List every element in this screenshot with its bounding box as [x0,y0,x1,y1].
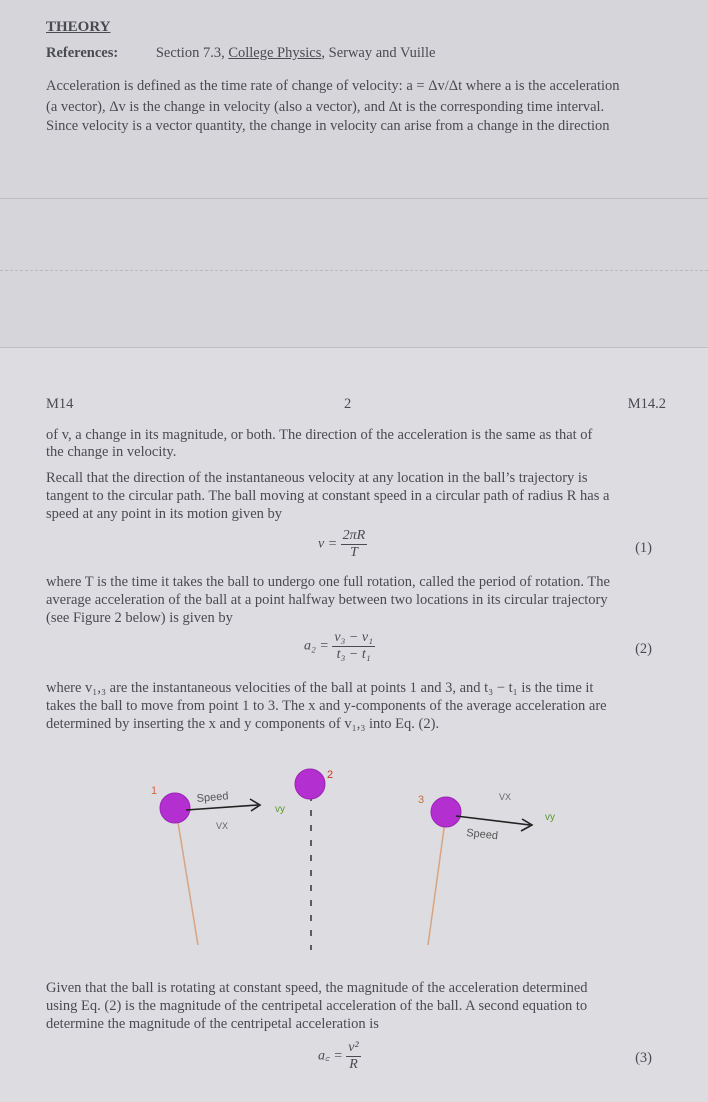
label-point-3: 3 [418,794,425,806]
para1-line1: of v, a change in its magnitude, or both. The direction of the acceleration is the same as that of [46,427,593,443]
string-3 [428,814,446,945]
equation-1 [318,528,367,561]
string-1 [176,810,198,945]
eq2-lhs: a₂ = [304,638,329,654]
speed-arrow-3 [456,816,530,825]
eq2-denominator: t₃ − t₁ [336,647,371,662]
header-left: M14 [46,396,74,412]
para3-line2: average acceleration of the ball at a point halfway between two locations in its circular trajectory [46,592,608,608]
vx-label-1: VX [216,821,229,831]
para2-line3: speed at any point in its motion given by [46,506,283,522]
speed-label-3: Speed [465,827,499,843]
references-suffix: , Serway and Vuille [321,45,436,61]
eq2-numerator: v₃ − v₁ [334,630,373,645]
equation-3 [318,1040,361,1073]
para4-line2: takes the ball to move from point 1 to 3. The x and y-components of the average acceleration are [46,698,607,714]
para1-line2: the change in velocity. [46,444,177,460]
equation-2 [304,630,375,663]
separator-line [0,198,708,199]
references-line [46,44,435,62]
references-prefix: Section 7.3, [155,45,229,61]
eq3-number: (3) [635,1050,652,1066]
page-number: 2 [344,396,352,412]
eq1-number: (1) [635,540,652,556]
ball-point-3 [431,797,461,827]
eq1-numerator: 2πR [342,528,366,543]
para3-line1: where T is the time it takes the ball to undergo one full rotation, called the period of rotation. The [46,574,610,590]
speed-label-1: Speed [196,790,229,805]
vy-label-1: vy [275,804,285,815]
top-line-1: Acceleration is defined as the time rate of change of velocity: a = Δv/Δt where a is the acceleration [46,78,620,94]
vy-label-3: vy [545,812,555,823]
eq2-number: (2) [635,641,652,657]
ball-point-2 [295,769,325,799]
eq3-denominator: R [349,1057,358,1072]
para4-line1: where v₁,₃ are the instantaneous velocities of the ball at points 1 and 3, and t₃ − t₁ is the time it [46,680,594,696]
page-break-line [0,347,708,348]
label-point-1: 1 [151,785,158,797]
circular-motion-figure [0,740,708,960]
vx-label-3: VX [499,792,512,802]
top-line-2: (a vector), Δv is the change in velocity (also a vector), and Δt is the corresponding time interval. [46,99,605,115]
para5-line2: using Eq. (2) is the magnitude of the centripetal acceleration of the ball. A second equation to [46,998,588,1014]
references-book: College Physics [228,45,322,61]
para4-line3: determined by inserting the x and y components of v₁,₃ into Eq. (2). [46,716,440,732]
para3-line3: (see Figure 2 below) is given by [46,610,233,626]
label-point-2: 2 [327,769,334,781]
para5-line1: Given that the ball is rotating at constant speed, the magnitude of the acceleration determined [46,980,588,996]
para2-line2: tangent to the circular path. The ball moving at constant speed in a circular path of radius R has a [46,488,610,504]
para5-line3: determine the magnitude of the centripetal acceleration is [46,1016,379,1032]
header-right: M14.2 [627,396,666,412]
eq1-lhs: v = [318,536,338,552]
references-label: References: [46,45,119,61]
eq3-lhs: a꜀ = [318,1048,343,1064]
theory-heading: THEORY [46,19,111,35]
speed-arrow-1 [186,805,258,810]
dashed-separator [0,270,708,271]
ball-point-1 [160,793,190,823]
para2-line1: Recall that the direction of the instantaneous velocity at any location in the ball’s trajectory is [46,470,588,486]
top-line-3: Since velocity is a vector quantity, the change in velocity can arise from a change in the direction [46,118,610,134]
eq3-numerator: v² [348,1040,359,1055]
eq1-denominator: T [350,545,358,560]
